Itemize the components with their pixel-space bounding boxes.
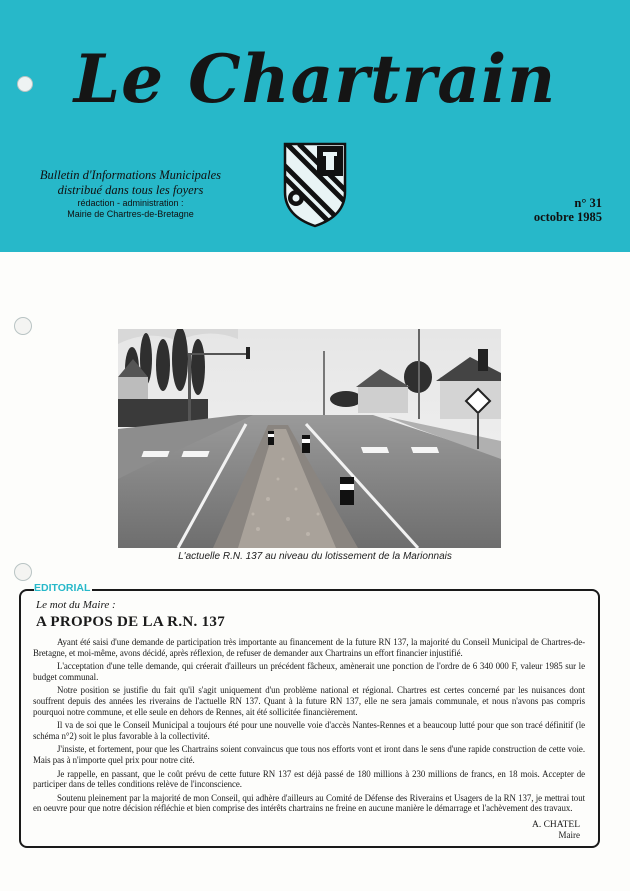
editorial-paragraph: J'insiste, et fortement, pour que les Chartrains soient convaincus que tous nos efforts vont et iront dans le sens d'une rapide construction de cette voie. Mais pas à n'importe quel prix pour notre cité. (33, 744, 585, 765)
editorial-paragraph: Je rappelle, en passant, que le coût prévu de cette future RN 137 est déjà passé de 180 millions à 230 millions de francs, en 18 mois. Accepter de participer dans de telles conditions relève de l'inconscience. (33, 768, 585, 790)
bulletin-line-3: rédaction - administration : (77, 198, 184, 208)
editorial-paragraph: Soutenu pleinement par la majorité de mon Conseil, qui adhère d'ailleurs au Comité de Défense des Riverains et Usagers de la RN 137, je mettrai tout en oeuvre pour que notre décision réfléchie et bien comprise des intérêts chartrains ne freine en aucune manière le démarrage et l'achèvement des travaux. (33, 792, 585, 814)
coat-of-arms-icon (283, 142, 347, 228)
punch-hole (14, 563, 32, 581)
road-photo-image (118, 329, 501, 548)
bulletin-info (18, 168, 243, 220)
editorial-paragraph: Ayant été saisi d'une demande de participation très importante au financement de la future RN 137, la majorité du Conseil Municipal de Chartres-de-Bretagne, et moi-même, avons décidé, après réflexion, de refuser de demander aux Chartrains un effort financier injustifié. (33, 637, 585, 658)
issue-date: octobre 1985 (533, 210, 602, 224)
bulletin-line-2: distribué dans tous les foyers (57, 183, 204, 197)
editorial-paragraph: Il va de soi que le Conseil Municipal a toujours été pour une nouvelle voie d'accès Nantes-Rennes et a beaucoup lutté pour que son tracé définitif (le schéma n°2) soit le plus favorable à la collectivité. (33, 720, 585, 741)
newsletter-title: Le Chartrain (73, 40, 557, 118)
editorial-label: EDITORIAL (34, 582, 91, 594)
signature (532, 820, 580, 840)
signature-role: Maire (558, 830, 580, 840)
photo-caption: L'actuelle R.N. 137 au niveau du lotissement de la Marionnais (178, 551, 452, 562)
editorial-paragraph: Notre position se justifie du fait qu'il s'agit uniquement d'un problème national et régional. Chartres est certes concerné par les nuisances dont souffrent depuis des années les riverains de l'actuelle RN 137. Quant à la future RN 137, elle ne sera jamais communale, et nous n'avons pas compris pourquoi notre commune, et elle seule en dehors de Rennes, ait été sollicitée financièrement. (33, 685, 585, 717)
editorial-body (33, 637, 585, 817)
signature-name: A. CHATEL (531, 820, 580, 830)
bulletin-line-4: Mairie de Chartres-de-Bretagne (67, 209, 194, 219)
editorial-subtitle: Le mot du Maire : (36, 599, 116, 611)
editorial-headline: A PROPOS DE LA R.N. 137 (36, 614, 226, 630)
editorial-paragraph: L'acceptation d'une telle demande, qui créerait d'ailleurs un précédent fâcheux, amènerait une ponction de l'ordre de 6 340 000 F, valeur 1985 sur le budget communal. (33, 661, 585, 682)
issue-number: n° 31 (574, 196, 602, 210)
issue-info (534, 196, 602, 224)
punch-hole (14, 317, 32, 335)
road-photo (118, 329, 501, 548)
bulletin-line-1: Bulletin d'Informations Municipales (39, 168, 222, 182)
masthead (0, 0, 630, 252)
